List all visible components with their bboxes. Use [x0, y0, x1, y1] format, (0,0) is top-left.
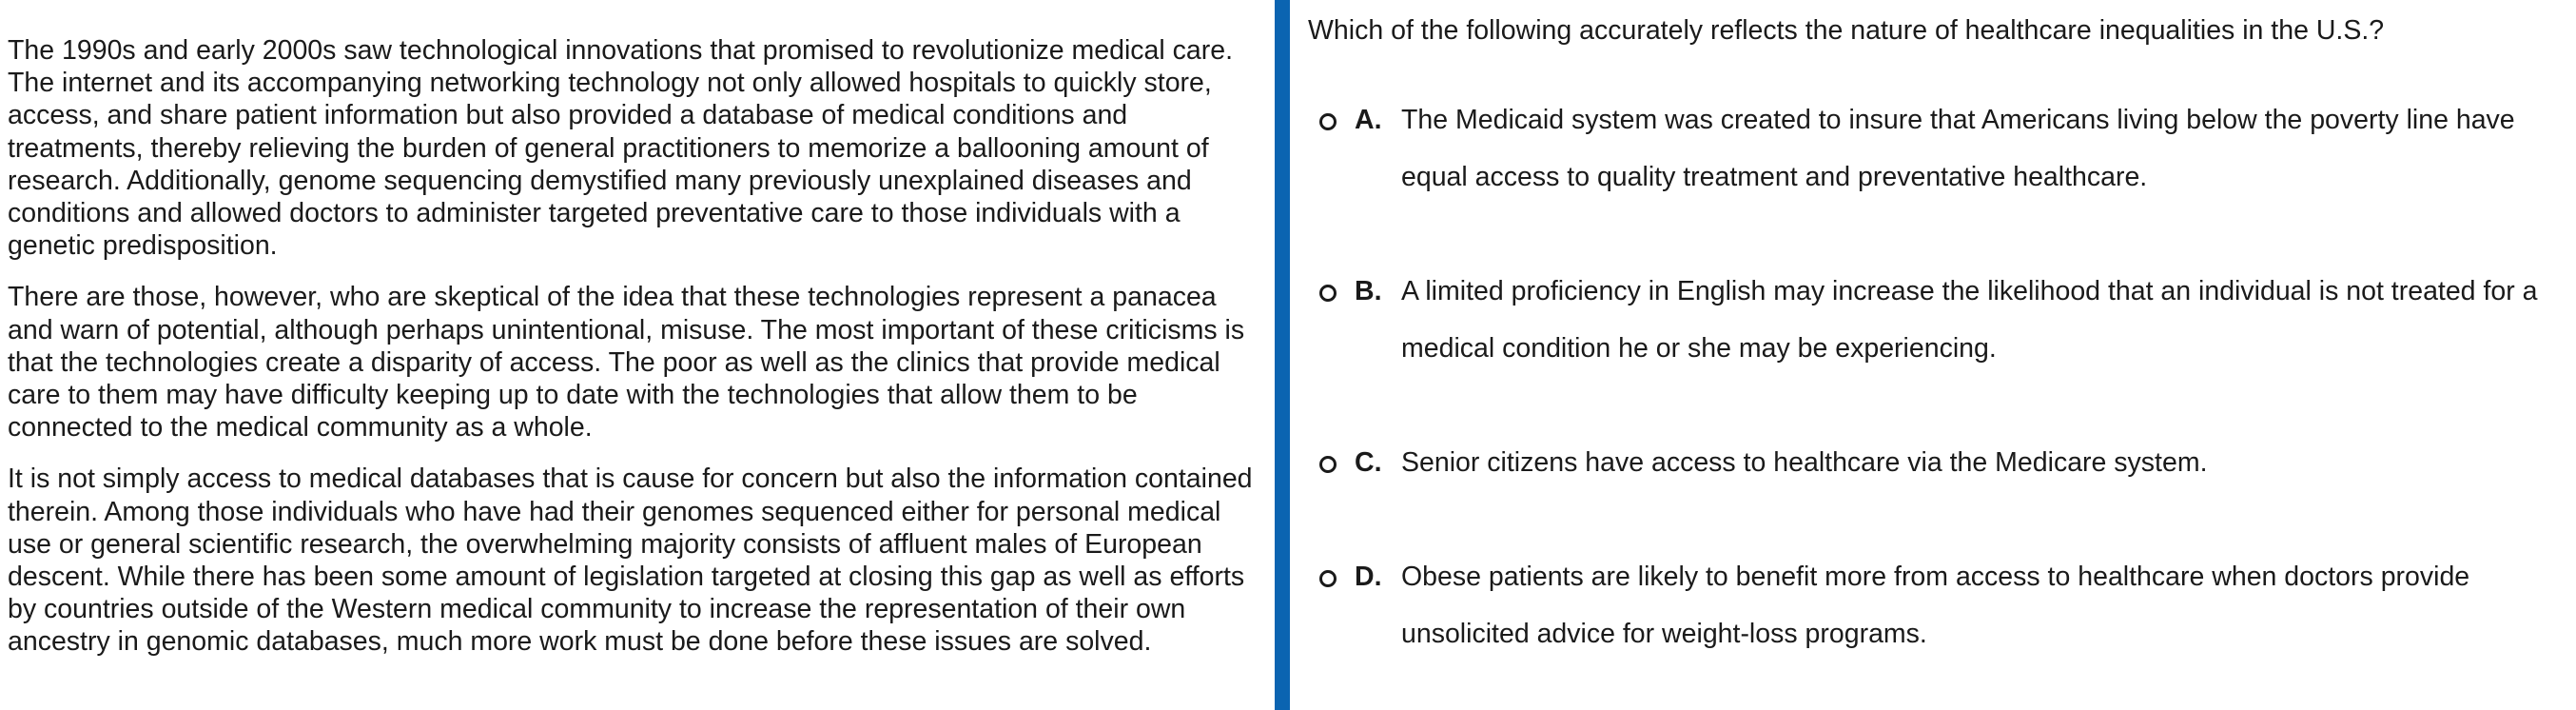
passage-paragraph-3: It is not simply access to medical databases that is cause for concern but also the information contained therein. Among those individuals who have had their genomes sequenced either for personal medical use or general scientific research, the overwhelming majority consists of affluent males of European descent. While there has been some amount of legislation targeted at closing this gap as well as efforts by countries outside of the Western medical community to increase the representation of their own ancestry in genomic databases, much more work must be done before these issues are solved. [8, 463, 1253, 658]
option-text: A limited proficiency in English may increase the likelihood that an individual is not treated for a medical condition he or she may be experiencing. [1401, 276, 2538, 364]
answer-option-b[interactable] [1319, 274, 2566, 377]
option-letter: D. [1355, 562, 1382, 592]
reading-passage [8, 34, 1263, 678]
option-letter: A. [1355, 105, 1382, 135]
answer-option-a[interactable] [1319, 103, 2566, 206]
passage-paragraph-2: There are those, however, who are skeptical of the idea that these technologies represent a panacea and warn of potential, although perhaps unintentional, misuse. The most important of these criticisms is that the technologies create a disparity of access. The poor as well as the clinics that provide medical care to them may have difficulty keeping up to date with the technologies that allow them to be connected to the medical community as a whole. [8, 282, 1245, 444]
question-pane [1308, 0, 2564, 710]
passage-paragraph-1: The 1990s and early 2000s saw technological innovations that promised to revolutionize medical care. The internet and its accompanying networking technology not only allowed hospitals to quickly store, access, and share patient information but also provided a database of medical conditions and treatments, thereby relieving the burden of general practitioners to memorize a ballooning amount of research. Additionally, genome sequencing demystified many previously unexplained diseases and conditions and allowed doctors to administer targeted preventative care to those individuals with a genetic predisposition. [8, 35, 1233, 262]
question-stem: Which of the following accurately reflects the nature of healthcare inequalities in the U.S.? [1308, 15, 2385, 46]
radio-button-icon[interactable] [1319, 113, 1337, 130]
option-letter: B. [1355, 276, 1382, 306]
radio-button-icon[interactable] [1319, 570, 1337, 587]
option-text: Senior citizens have access to healthcare via the Medicare system. [1401, 447, 2208, 478]
answer-option-d[interactable] [1319, 560, 2566, 662]
option-text: Obese patients are likely to benefit more from access to healthcare when doctors provide unsolicited advice for weight-loss programs. [1401, 562, 2470, 649]
radio-button-icon[interactable] [1319, 456, 1337, 473]
option-letter: C. [1355, 447, 1382, 478]
pane-divider[interactable] [1275, 0, 1290, 710]
option-text: The Medicaid system was created to insure that Americans living below the poverty line have equal access to quality treatment and preventative healthcare. [1401, 105, 2515, 192]
answer-option-c[interactable] [1319, 445, 2566, 491]
radio-button-icon[interactable] [1319, 285, 1337, 302]
